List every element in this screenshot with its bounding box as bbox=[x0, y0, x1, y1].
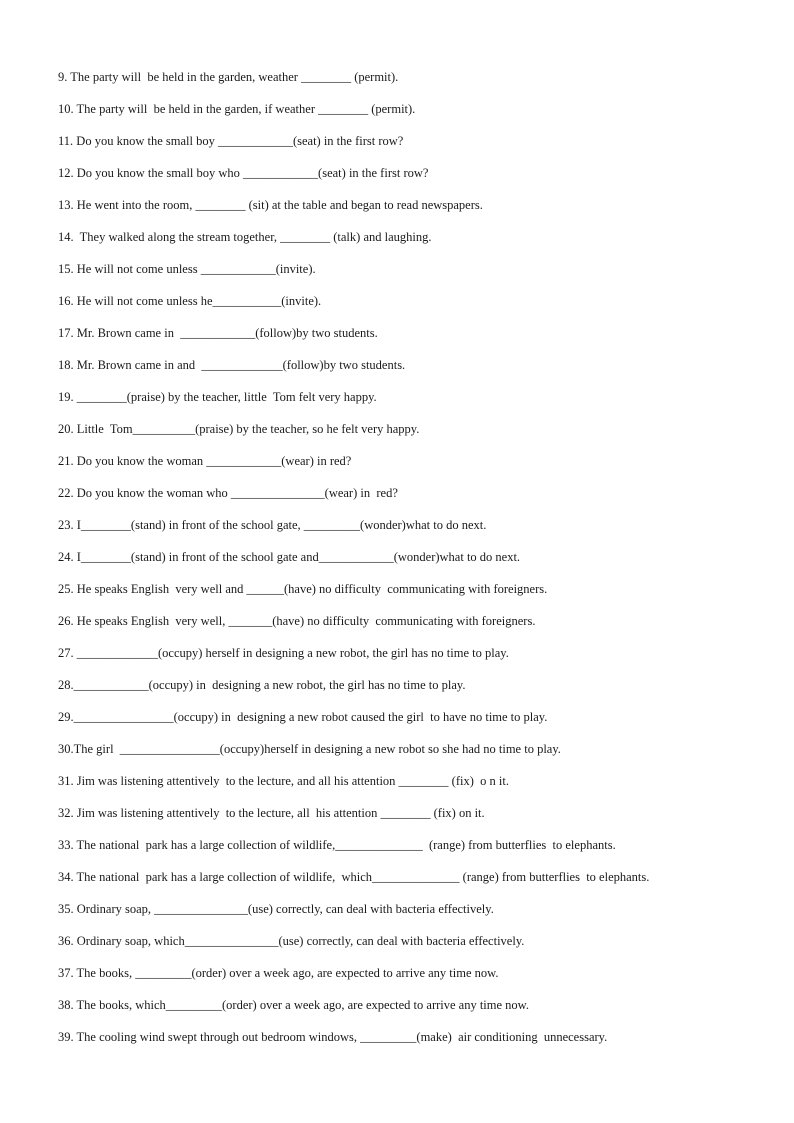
exercise-item: 29.________________(occupy) in designing a new robot caused the girl to have no time to play. bbox=[58, 710, 548, 724]
exercise-item: 38. The books, which_________(order) over a week ago, are expected to arrive any time now. bbox=[58, 998, 530, 1012]
exercise-item: 26. He speaks English very well, _______(have) no difficulty communicating with foreigners. bbox=[58, 614, 536, 628]
exercise-item: 18. Mr. Brown came in and _____________(follow)by two students. bbox=[58, 358, 406, 372]
exercise-item: 23. I________(stand) in front of the school gate, _________(wonder)what to do next. bbox=[58, 518, 487, 532]
exercise-item: 10. The party will be held in the garden, if weather ________ (permit). bbox=[58, 102, 416, 116]
exercise-item: 19. ________(praise) by the teacher, little Tom felt very happy. bbox=[58, 390, 377, 404]
exercise-item: 15. He will not come unless ____________(invite). bbox=[58, 262, 316, 276]
exercise-item: 25. He speaks English very well and ______(have) no difficulty communicating with foreigners. bbox=[58, 582, 548, 596]
exercise-item: 37. The books, _________(order) over a week ago, are expected to arrive any time now. bbox=[58, 966, 499, 980]
exercise-item: 36. Ordinary soap, which_______________(use) correctly, can deal with bacteria effectively. bbox=[58, 934, 525, 948]
exercise-item: 17. Mr. Brown came in ____________(follow)by two students. bbox=[58, 326, 378, 340]
exercise-list bbox=[58, 68, 758, 1060]
exercise-item: 9. The party will be held in the garden, weather ________ (permit). bbox=[58, 70, 399, 84]
exercise-item: 21. Do you know the woman ____________(wear) in red? bbox=[58, 454, 352, 468]
exercise-item: 16. He will not come unless he___________(invite). bbox=[58, 294, 322, 308]
exercise-item: 39. The cooling wind swept through out bedroom windows, _________(make) air conditioning unnecessary. bbox=[58, 1030, 608, 1044]
exercise-item: 14. They walked along the stream together, ________ (talk) and laughing. bbox=[58, 230, 432, 244]
exercise-item: 12. Do you know the small boy who ____________(seat) in the first row? bbox=[58, 166, 429, 180]
exercise-item: 30.The girl ________________(occupy)herself in designing a new robot so she had no time to play. bbox=[58, 742, 561, 756]
exercise-item: 22. Do you know the woman who _______________(wear) in red? bbox=[58, 486, 398, 500]
exercise-item: 34. The national park has a large collection of wildlife, which______________ (range) from butterflies to elephants. bbox=[58, 870, 650, 884]
exercise-item: 13. He went into the room, ________ (sit) at the table and began to read newspapers. bbox=[58, 198, 483, 212]
exercise-item: 35. Ordinary soap, _______________(use) correctly, can deal with bacteria effectively. bbox=[58, 902, 494, 916]
exercise-item: 32. Jim was listening attentively to the lecture, all his attention ________ (fix) on it. bbox=[58, 806, 485, 820]
exercise-item: 31. Jim was listening attentively to the lecture, and all his attention ________ (fix) o n it. bbox=[58, 774, 509, 788]
exercise-item: 24. I________(stand) in front of the school gate and____________(wonder)what to do next. bbox=[58, 550, 521, 564]
exercise-item: 33. The national park has a large collection of wildlife,______________ (range) from butterflies to elephants. bbox=[58, 838, 616, 852]
exercise-item: 20. Little Tom__________(praise) by the teacher, so he felt very happy. bbox=[58, 422, 420, 436]
exercise-item: 28.____________(occupy) in designing a new robot, the girl has no time to play. bbox=[58, 678, 466, 692]
exercise-item: 27. _____________(occupy) herself in designing a new robot, the girl has no time to play. bbox=[58, 646, 509, 660]
exercise-item: 11. Do you know the small boy ____________(seat) in the first row? bbox=[58, 134, 404, 148]
